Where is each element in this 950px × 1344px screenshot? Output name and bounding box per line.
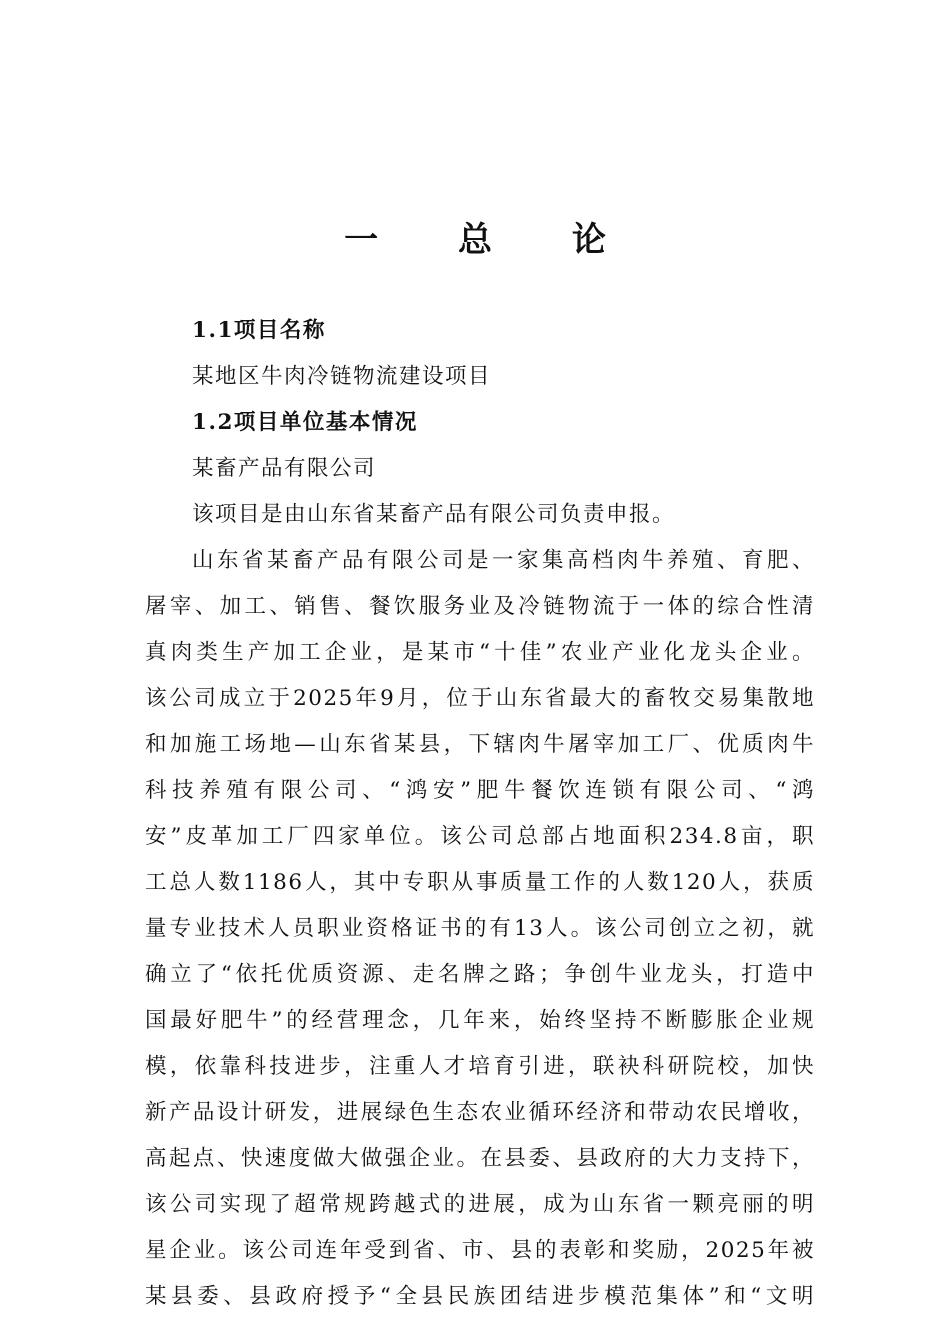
paragraph-line: 量专业技术人员职业资格证书的有13人。该公司创立之初，就 (145, 916, 815, 941)
chapter-title: 一 总 论 (344, 220, 640, 260)
paragraph-line: 山东省某畜产品有限公司是一家集高档肉牛养殖、育肥、 (192, 548, 815, 573)
section-heading-1-2: 1.2项目单位基本情况 (192, 410, 418, 435)
paragraph-line: 该公司实现了超常规跨越式的进展，成为山东省一颗亮丽的明 (145, 1192, 815, 1217)
paragraph-line: 屠宰、加工、销售、餐饮服务业及冷链物流于一体的综合性清 (145, 594, 815, 619)
paragraph-line: 高起点、快速度做大做强企业。在县委、县政府的大力支持下， (145, 1146, 815, 1171)
section-heading-1-1: 1.1项目名称 (192, 318, 326, 343)
company-name: 某畜产品有限公司 (192, 456, 377, 481)
paragraph-line: 该公司成立于2025年9月，位于山东省最大的畜牧交易集散地 (145, 686, 815, 711)
paragraph-line: 安”皮革加工厂四家单位。该公司总部占地面积234.8亩，职 (145, 824, 815, 849)
paragraph-line: 和加施工场地—山东省某县，下辖肉牛屠宰加工厂、优质肉牛 (145, 732, 815, 757)
paragraph-line: 模，依靠科技进步，注重人才培育引进，联袂科研院校，加快 (145, 1054, 815, 1079)
paragraph-line: 星企业。该公司连年受到省、市、县的表彰和奖励，2025年被 (145, 1238, 815, 1263)
declaration-text: 该项目是由山东省某畜产品有限公司负责申报。 (192, 502, 676, 527)
paragraph-line: 确立了“依托优质资源、走名牌之路；争创牛业龙头，打造中 (145, 962, 815, 987)
company-description-paragraph (145, 538, 815, 1320)
project-name: 某地区牛肉冷链物流建设项目 (192, 364, 492, 389)
paragraph-line: 工总人数1186人，其中专职从事质量工作的人数120人，获质 (145, 870, 815, 895)
paragraph-line: 某县委、县政府授予“全县民族团结进步模范集体”和“文明 (145, 1284, 815, 1309)
paragraph-line: 真肉类生产加工企业，是某市“十佳”农业产业化龙头企业。 (145, 640, 815, 665)
paragraph-line: 国最好肥牛”的经营理念，几年来，始终坚持不断膨胀企业规 (145, 1008, 815, 1033)
body-content (145, 308, 815, 1320)
paragraph-line: 新产品设计研发，进展绿色生态农业循环经济和带动农民增收， (145, 1100, 815, 1125)
paragraph-line: 科技养殖有限公司、“鸿安”肥牛餐饮连锁有限公司、“鸿 (145, 778, 815, 803)
